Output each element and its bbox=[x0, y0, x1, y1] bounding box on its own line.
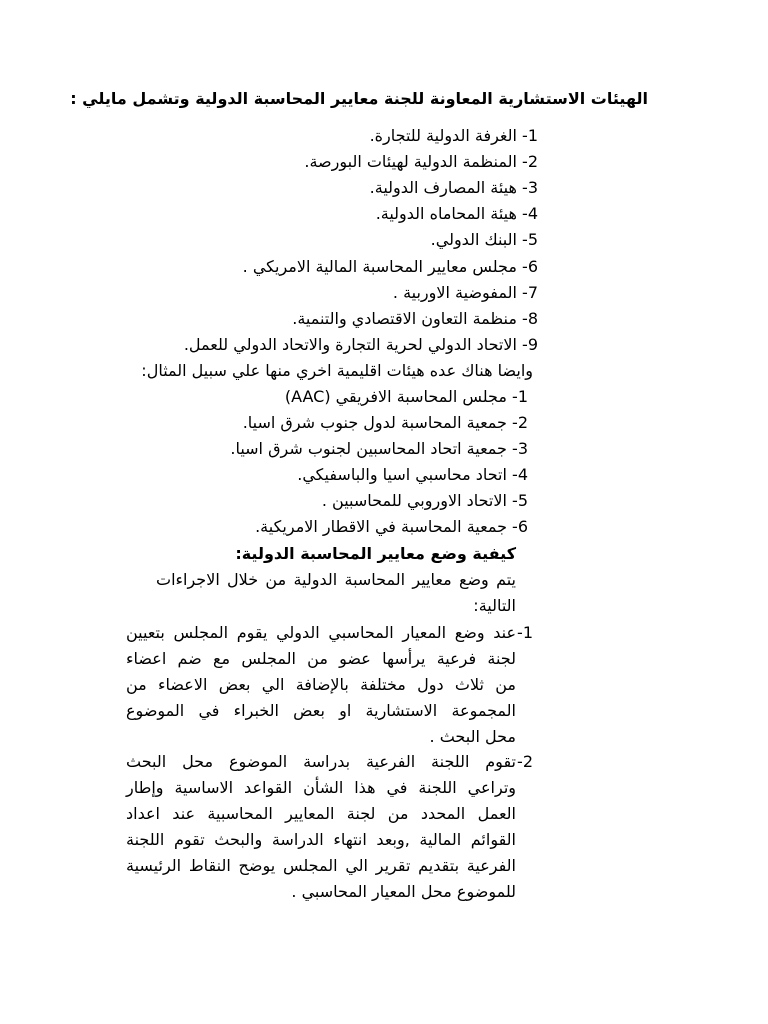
paragraph-line: القوائم المالية ,وبعد انتهاء الدراسة والبحث تقوم اللجنة bbox=[126, 830, 516, 849]
list-item: 6- جمعية المحاسبة في الاقطار الامريكية. bbox=[255, 517, 528, 536]
page-title: الهيئات الاستشارية المعاونة للجنة معايير المحاسبة الدولية وتشمل مايلي : bbox=[70, 89, 648, 108]
list-item: 7- المفوضية الاوربية . bbox=[392, 283, 538, 302]
step-marker: 2- bbox=[517, 752, 533, 771]
list-item: 2- المنظمة الدولية لهيئات البورصة. bbox=[304, 152, 538, 171]
paragraph-line: لجنة فرعية يرأسها عضو من المجلس مع ضم اعضاء bbox=[126, 649, 516, 668]
paragraph-line: وتراعي اللجنة في هذا الشأن القواعد الاساسية وإطار bbox=[126, 778, 516, 797]
list-item: 9- الاتحاد الدولي لحرية التجارة والاتحاد الدولي للعمل. bbox=[183, 335, 538, 354]
list-item: 5- الاتحاد الاوروبي للمحاسبين . bbox=[321, 491, 528, 510]
list-item: 5- البنك الدولي. bbox=[430, 230, 538, 249]
list-item: 8- منظمة التعاون الاقتصادي والتنمية. bbox=[292, 309, 538, 328]
list-item: 3- جمعية اتحاد المحاسبين لجنوب شرق اسيا. bbox=[230, 439, 528, 458]
regional-intro: وايضا هناك عده هيئات اقليمية اخري منها علي سبيل المثال: bbox=[141, 361, 533, 380]
paragraph-line: تقوم اللجنة الفرعية بدراسة الموضوع محل البحث bbox=[126, 752, 516, 771]
list-item: 4- اتحاد محاسبي اسيا والباسفيكي. bbox=[297, 465, 528, 484]
list-item: 2- جمعية المحاسبة لدول جنوب شرق اسيا. bbox=[242, 413, 528, 432]
paragraph-line: التالية: bbox=[473, 596, 516, 615]
list-item: 1- مجلس المحاسبة الافريقي (AAC) bbox=[284, 387, 528, 406]
paragraph-line: محل البحث . bbox=[429, 727, 516, 746]
section-intro bbox=[156, 567, 516, 619]
step-marker: 1- bbox=[517, 623, 533, 642]
paragraph-line: يتم وضع معايير المحاسبة الدولية من خلال الاجراءات bbox=[156, 570, 516, 589]
list-item: 1- الغرفة الدولية للتجارة. bbox=[369, 126, 538, 145]
list-item: 3- هيئة المصارف الدولية. bbox=[369, 178, 538, 197]
paragraph-line: للموضوع محل المعيار المحاسبي . bbox=[291, 882, 516, 901]
step-paragraph bbox=[126, 620, 516, 750]
section-heading: كيفية وضع معايير المحاسبة الدولية: bbox=[235, 544, 516, 563]
step-paragraph bbox=[126, 749, 516, 905]
list-item: 4- هيئة المحاماه الدولية. bbox=[375, 204, 538, 223]
paragraph-line: عند وضع المعيار المحاسبي الدولي يقوم المجلس بتعيين bbox=[126, 623, 516, 642]
paragraph-line: العمل المحدد من لجنة المعايير المحاسبية عند اعداد bbox=[126, 804, 516, 823]
paragraph-line: من ثلاث دول مختلفة بالإضافة الي بعض الاعضاء من bbox=[126, 675, 516, 694]
paragraph-line: المجموعة الاستشارية او بعض الخبراء في الموضوع bbox=[126, 701, 516, 720]
list-item: 6- مجلس معايير المحاسبة المالية الامريكي . bbox=[242, 257, 538, 276]
paragraph-line: الفرعية بتقديم تقرير الي المجلس يوضح النقاط الرئيسية bbox=[126, 856, 516, 875]
